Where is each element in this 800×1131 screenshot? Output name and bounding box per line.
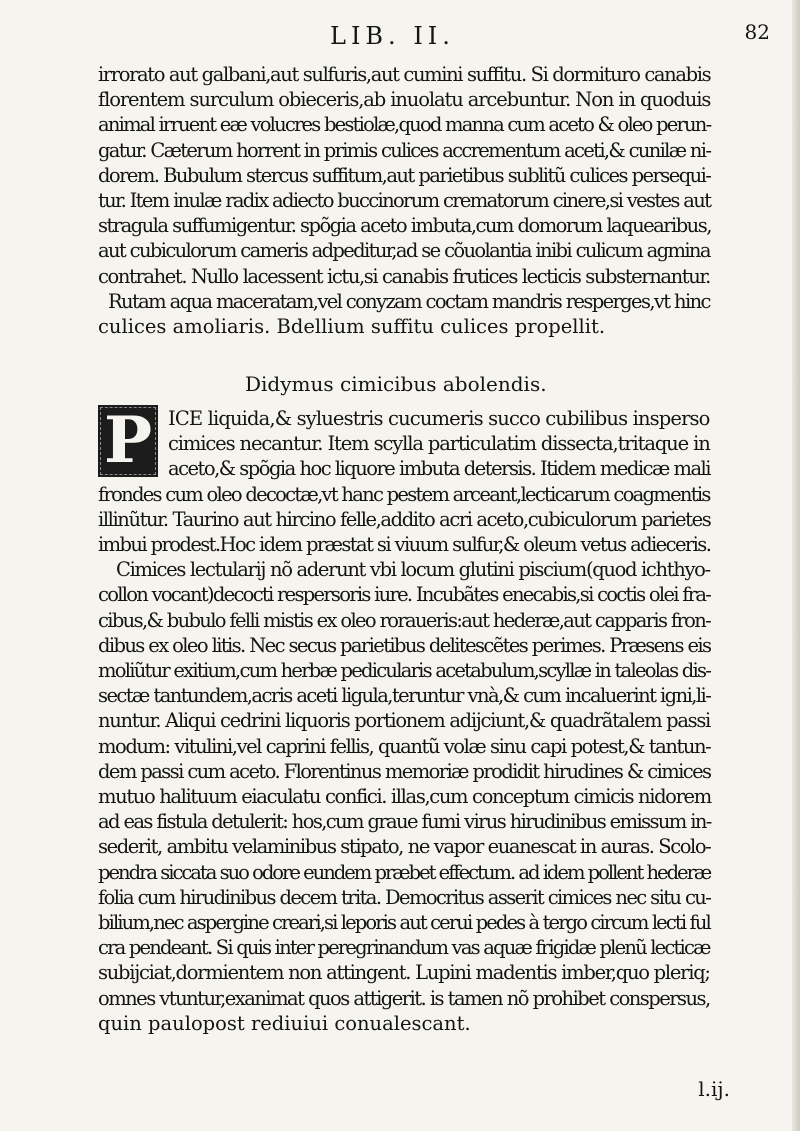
text-line: tur. Item inulæ radix adiecto buccinorum crematorum cinere,si vestes aut [98, 189, 711, 213]
text-line: collon vocant)decocti respersoris iure. Incubãtes enecabis,si coctis olei fra- [98, 583, 711, 607]
folio-number: 82 [744, 20, 770, 44]
text-line: cra pendeant. Si quis inter peregrinandum vas aquæ frigidæ plenũ lecticæ [98, 936, 710, 960]
text-line: aut cubiculorum cameris adpeditur,ad se cõuolantia inibi culicum agmina [98, 239, 710, 263]
text-line: stragula suffumigentur. spõgia aceto imbuta,cum domorum laquearibus, [98, 214, 711, 238]
text-line: subijciat,dormientem non attingent. Lupini madentis imber,quo pleriq; [98, 961, 710, 985]
drop-cap-letter: P [103, 403, 153, 478]
section-heading: Didymus cimicibus abolendis. [245, 372, 547, 396]
text-line: nuntur. Aliqui cedrini liquoris portionem adijciunt,& quadrãtalem passi [98, 709, 710, 733]
text-line: dorem. Bubulum stercus suffitum,aut parietibus sublitũ culices persequi- [98, 163, 711, 187]
paragraph-cimices [98, 406, 710, 1036]
text-line: frondes cum oleo decoctæ,vt hanc pestem arceant,lecticarum coagmentis [98, 482, 710, 506]
show-through-text [470, 18, 475, 37]
text-line: illinũtur. Taurino aut hircino felle,addito acri aceto,cubiculorum parietes [98, 507, 711, 531]
text-line: folia cum hirudinibus decem trita. Democritus asserit cimices nec situ cu- [98, 885, 711, 909]
running-head: LIB. II. [330, 22, 455, 50]
text-line: pendra siccata suo odore eundem præbet effectum. ad idem pollent hederæ [98, 860, 711, 884]
signature-mark: l.ij. [698, 1077, 730, 1101]
page-edge [792, 0, 800, 1131]
text-line: irrorato aut galbani,aut sulfuris,aut cumini suffitu. Si dormituro canabis [98, 63, 711, 86]
text-line: cibus,& bubulo felli mistis ex oleo roraueris:aut hederæ,aut capparis fron- [98, 608, 711, 632]
text-line: contrahet. Nullo lacessent ictu,si canabis frutices lecticis substernantur. [98, 264, 710, 288]
text-line: animal irruent eæ volucres bestiolæ,quod manna cum aceto & oleo perun- [98, 113, 711, 137]
text-line: omnes vtuntur,exanimat quos attigerit. is tamen nõ prohibet conspersus, [98, 986, 710, 1010]
text-line: sectæ tantundem,acris aceti ligula,teruntur vnà,& cum incaluerint igni,li- [98, 684, 711, 708]
text-line: imbui prodest.Hoc idem præstat si viuum sulfur,& oleum vetus adieceris. [98, 533, 711, 557]
text-line: modum: vitulini,vel caprini fellis, quantũ volæ sinu capi potest,& tantun- [98, 734, 711, 758]
text-line: moliũtur exitium,cum herbæ pedicularis acetabulum,scyllæ in taleolas dis- [98, 659, 711, 683]
text-line: ad eas fistula detulerit: hos,cum graue fumi virus hirudinibus emissum in- [98, 810, 711, 834]
text-line: Rutam aqua maceratam,vel conyzam coctam mandris resperges,vt hinc [108, 289, 710, 313]
text-line: culices amoliaris. Bdellium suffitu culices propellit. [98, 315, 606, 339]
text-line: sederit, ambitu velaminibus stipato, ne vapor euanescat in auras. Scolo- [98, 835, 711, 859]
text-line: ICE liquida,& syluestris cucumeris succo cubilibus insperso [168, 407, 710, 430]
paragraph-culices [98, 62, 710, 339]
text-line: Cimices lectularij nõ aderunt vbi locum glutini piscium(quod ichthyo- [116, 558, 710, 582]
text-line: florentem surculum obieceris,ab inuolatu arcebuntur. Non in quoduis [98, 88, 711, 112]
text-line: mutuo halituum eiaculatu confici. illas,cum conceptum cimicis nidorem [98, 785, 711, 809]
text-line: dem passi cum aceto. Florentinus memoriæ prodidit hirudines & cimices [98, 759, 711, 783]
text-line: bilium,nec aspergine creari,si leporis aut cerui pedes à tergo circum lecti ful [98, 911, 710, 935]
text-line: dibus ex oleo litis. Nec secus parietibus delitescẽtes perimes. Præsens eis [98, 633, 711, 657]
text-line: aceto,& spõgia hoc liquore imbuta detersis. Itidem medicæ mali [168, 457, 710, 481]
text-line: gatur. Cæterum horrent in primis culices accrementum aceti,& cunilæ ni- [98, 138, 711, 162]
text-line: quin paulopost rediuiui conualescant. [98, 1011, 471, 1035]
text-line: cimices necantur. Item scylla particulatim dissecta,tritaque in [168, 432, 710, 456]
